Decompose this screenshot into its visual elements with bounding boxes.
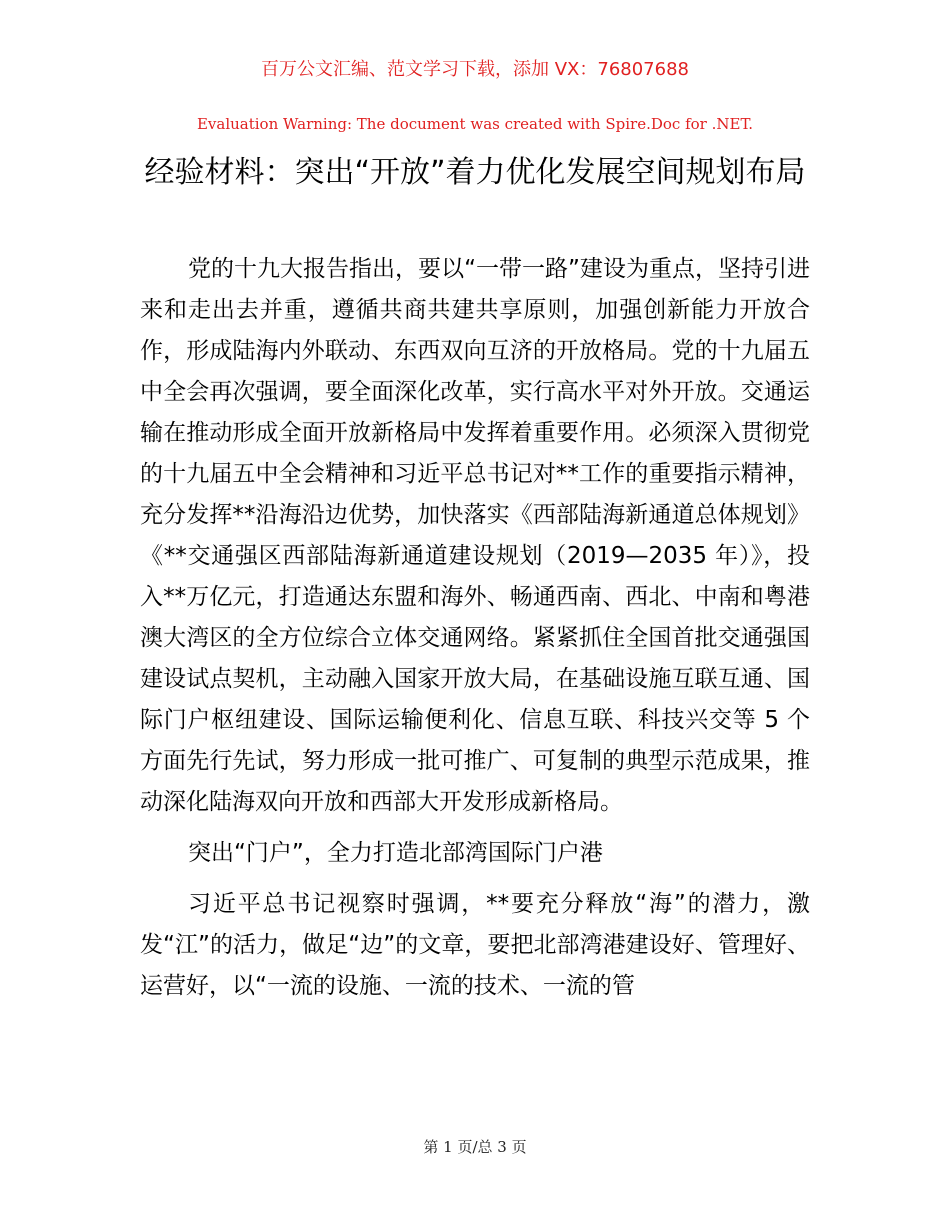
document-title: 经验材料：突出“开放”着力优化发展空间规划布局 bbox=[144, 155, 806, 190]
page-number-footer: 第 1 页/总 3 页 bbox=[423, 1138, 527, 1156]
body-paragraph: 习近平总书记视察时强调，**要充分释放“海”的潜力，激发“江”的活力，做足“边”的文章，要把北部湾港建设好、管理好、运营好，以“一流的设施、一流的技术、一流的管 bbox=[140, 891, 810, 999]
section-heading: 突出“门户”，全力打造北部湾国际门户港 bbox=[188, 840, 603, 866]
document-body bbox=[140, 249, 810, 1017]
header-ad-banner: 百万公文汇编、范文学习下载，添加 VX：76807688 bbox=[261, 59, 689, 80]
evaluation-warning: Evaluation Warning: The document was created with Spire.Doc for .NET. bbox=[196, 115, 754, 133]
body-paragraph: 党的十九大报告指出，要以“一带一路”建设为重点，坚持引进来和走出去并重，遵循共商共建共享原则，加强创新能力开放合作，形成陆海内外联动、东西双向互济的开放格局。党的十九届五中全会再次强调，要全面深化改革，实行高水平对外开放。交通运输在推动形成全面开放新格局中发挥着重要作用。必须深入贯彻党的十九届五中全会精神和习近平总书记对**工作的重要指示精神，充分发挥**沿海沿边优势，加快落实《西部陆海新通道总体规划》《**交通强区西部陆海新通道建设规划（2019—2035 年）》，投入**万亿元，打造通达东盟和海外、畅通西南、西北、中南和粤港澳大湾区的全方位综合立体交通网络。紧紧抓住全国首批交通强国建设试点契机，主动融入国家开放大局，在基础设施互联互通、国际门户枢纽建设、国际运输便利化、信息互联、科技兴交等 5 个方面先行先试，努力形成一批可推广、可复制的典型示范成果，推动深化陆海双向开放和西部大开发形成新格局。 bbox=[140, 256, 810, 815]
